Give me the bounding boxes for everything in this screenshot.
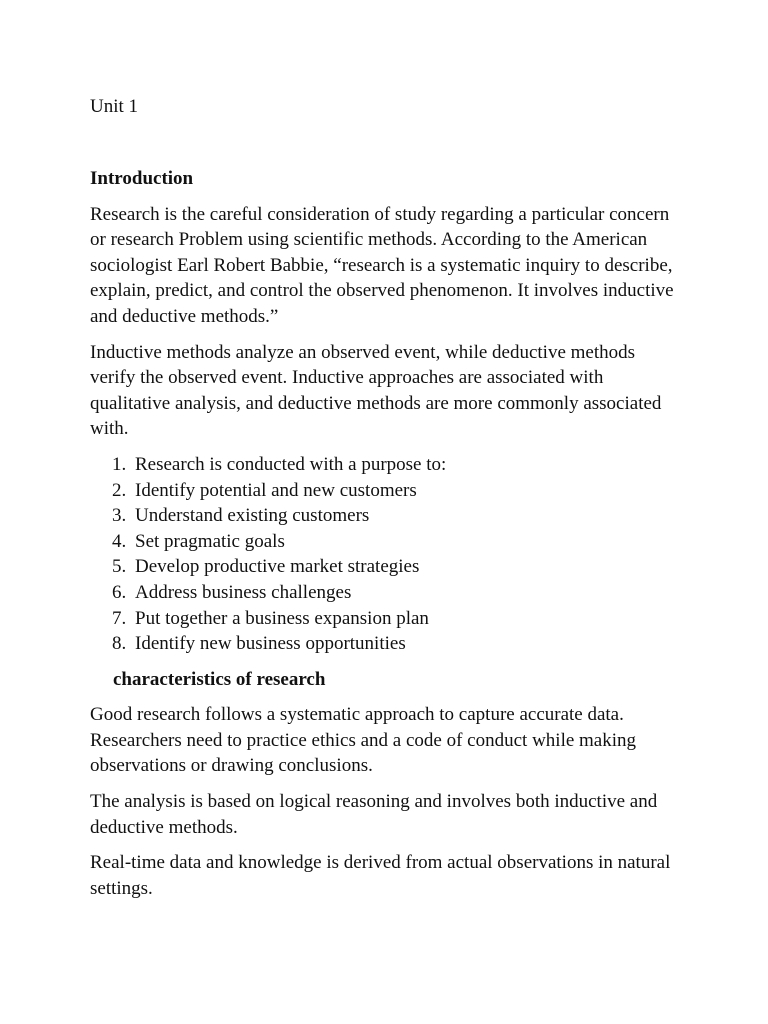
characteristics-paragraph-2: The analysis is based on logical reasoning and involves both inductive and deductive methods. bbox=[90, 791, 658, 838]
list-item-text: Put together a business expansion plan bbox=[135, 607, 429, 629]
unit-label: Unit 1 bbox=[90, 96, 139, 117]
list-item-number: 1. bbox=[112, 453, 127, 475]
characteristics-paragraph-1: Good research follows a systematic approach to capture accurate data. Researchers need to practice ethics and a code of conduct while making observations or drawing conclusions. bbox=[90, 704, 637, 777]
list-item bbox=[112, 478, 680, 504]
list-item-number: 8. bbox=[112, 633, 127, 655]
list-item bbox=[112, 452, 680, 478]
introduction-heading: Introduction bbox=[90, 168, 194, 189]
intro-paragraph-1: Research is the careful consideration of study regarding a particular concern or research Problem using scientific methods. According to the American sociologist Earl Robert Babbie, “research is a systematic inquiry to describe, explain, predict, and control the observed phenomenon. It involves inductive and deductive methods.” bbox=[90, 203, 674, 327]
list-item-text: Set pragmatic goals bbox=[135, 530, 285, 552]
list-item bbox=[112, 580, 680, 606]
purpose-list bbox=[90, 452, 680, 657]
characteristics-heading: characteristics of research bbox=[113, 668, 326, 690]
list-item-number: 5. bbox=[112, 556, 127, 578]
list-item-number: 3. bbox=[112, 505, 127, 527]
list-item bbox=[112, 503, 680, 529]
list-item bbox=[112, 606, 680, 632]
list-item-text: Address business challenges bbox=[135, 581, 352, 603]
list-item bbox=[112, 529, 680, 555]
list-item-text: Identify potential and new customers bbox=[135, 479, 417, 501]
list-item-text: Identify new business opportunities bbox=[135, 633, 406, 655]
characteristics-paragraph-3: Real-time data and knowledge is derived from actual observations in natural settings. bbox=[90, 852, 671, 899]
intro-paragraph-2: Inductive methods analyze an observed event, while deductive methods verify the observed event. Inductive approaches are associated with qualitative analysis, and deductive methods are more commonly associated with. bbox=[90, 341, 662, 440]
list-item-number: 4. bbox=[112, 530, 127, 552]
list-item-text: Develop productive market strategies bbox=[135, 556, 420, 578]
list-item-number: 7. bbox=[112, 607, 127, 629]
list-item-number: 2. bbox=[112, 479, 127, 501]
document-body bbox=[90, 94, 680, 901]
list-item bbox=[112, 631, 680, 657]
list-item-number: 6. bbox=[112, 581, 127, 603]
list-item-text: Understand existing customers bbox=[135, 505, 370, 527]
list-item-text: Research is conducted with a purpose to: bbox=[135, 453, 447, 475]
list-item bbox=[112, 554, 680, 580]
